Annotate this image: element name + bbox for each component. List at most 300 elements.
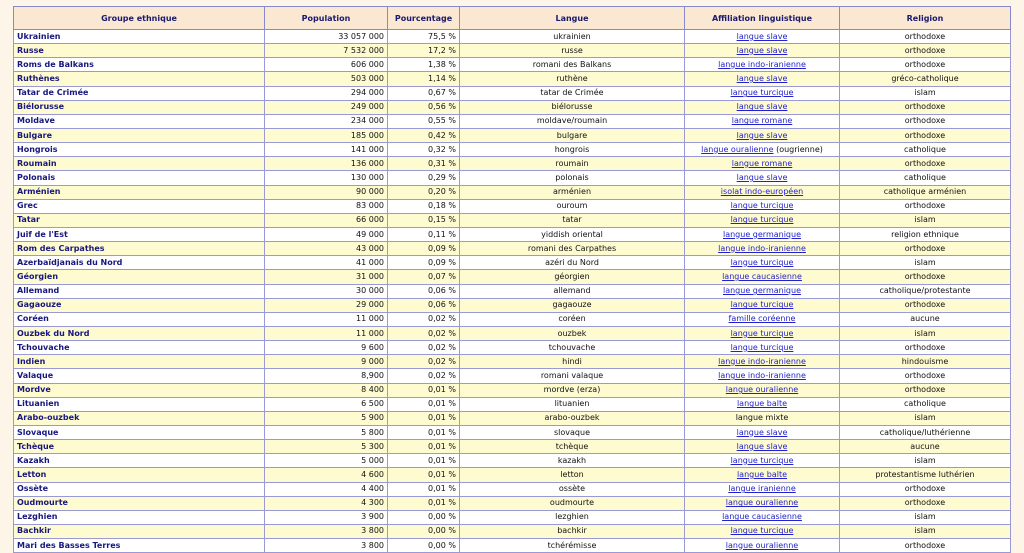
table-row <box>14 213 1011 227</box>
population-cell: 3 800 <box>265 524 388 538</box>
language-cell: romani des Carpathes <box>460 242 685 256</box>
page-container <box>13 6 1011 553</box>
table-row <box>14 227 1011 241</box>
affiliation-link[interactable]: langue slave <box>736 441 788 451</box>
population-cell: 8 400 <box>265 383 388 397</box>
affiliation-cell <box>685 468 840 482</box>
group-cell: Hongrois <box>14 143 265 157</box>
population-cell: 29 000 <box>265 298 388 312</box>
group-cell: Arménien <box>14 185 265 199</box>
language-cell: russe <box>460 44 685 58</box>
language-cell: slovaque <box>460 425 685 439</box>
group-cell: Letton <box>14 468 265 482</box>
language-cell: arménien <box>460 185 685 199</box>
population-cell: 31 000 <box>265 270 388 284</box>
table-header <box>14 7 1011 30</box>
affiliation-link[interactable]: langue slave <box>736 172 788 182</box>
population-cell: 90 000 <box>265 185 388 199</box>
percent-cell: 0,00 % <box>388 510 460 524</box>
table-row <box>14 524 1011 538</box>
religion-cell: orthodoxe <box>840 157 1011 171</box>
affiliation-link[interactable]: langue balte <box>736 469 788 479</box>
percent-cell: 0,02 % <box>388 341 460 355</box>
group-cell: Tatar <box>14 213 265 227</box>
population-cell: 3 900 <box>265 510 388 524</box>
population-cell: 8,900 <box>265 369 388 383</box>
affiliation-link[interactable]: langue indo-iranienne <box>718 356 806 366</box>
religion-cell: hindouisme <box>840 355 1011 369</box>
percent-cell: 0,06 % <box>388 298 460 312</box>
affiliation-cell <box>685 284 840 298</box>
language-cell: romani des Balkans <box>460 58 685 72</box>
language-cell: arabo-ouzbek <box>460 411 685 425</box>
group-cell: Arabo-ouzbek <box>14 411 265 425</box>
affiliation-link[interactable]: langue turcique <box>730 257 794 267</box>
header-percent: Pourcentage <box>388 7 460 30</box>
affiliation-cell <box>685 411 840 425</box>
population-cell: 4 600 <box>265 468 388 482</box>
religion-cell: catholique <box>840 397 1011 411</box>
language-cell: roumain <box>460 157 685 171</box>
affiliation-link[interactable]: langue germanique <box>722 229 801 239</box>
religion-cell: religion ethnique <box>840 227 1011 241</box>
religion-cell: islam <box>840 213 1011 227</box>
language-cell: tatar de Crimée <box>460 86 685 100</box>
language-cell: coréen <box>460 312 685 326</box>
group-cell: Coréen <box>14 312 265 326</box>
table-row <box>14 411 1011 425</box>
percent-cell: 0,18 % <box>388 199 460 213</box>
language-cell: ukrainien <box>460 30 685 44</box>
affiliation-note: (ougrienne) <box>773 144 823 154</box>
percent-cell: 0,20 % <box>388 185 460 199</box>
header-language: Langue <box>460 7 685 30</box>
religion-cell: orthodoxe <box>840 58 1011 72</box>
percent-cell: 75,5 % <box>388 30 460 44</box>
percent-cell: 0,02 % <box>388 355 460 369</box>
religion-cell: catholique/luthérienne <box>840 425 1011 439</box>
population-cell: 11 000 <box>265 312 388 326</box>
population-cell: 4 300 <box>265 496 388 510</box>
percent-cell: 1,14 % <box>388 72 460 86</box>
population-cell: 9 000 <box>265 355 388 369</box>
header-population: Population <box>265 7 388 30</box>
table-row <box>14 510 1011 524</box>
table-row <box>14 128 1011 142</box>
affiliation-cell <box>685 383 840 397</box>
language-cell: ouroum <box>460 199 685 213</box>
table-row <box>14 157 1011 171</box>
affiliation-link[interactable]: langue slave <box>736 45 788 55</box>
group-cell: Valaque <box>14 369 265 383</box>
affiliation-cell <box>685 128 840 142</box>
percent-cell: 0,02 % <box>388 312 460 326</box>
population-cell: 30 000 <box>265 284 388 298</box>
population-cell: 33 057 000 <box>265 30 388 44</box>
table-row <box>14 482 1011 496</box>
religion-cell: orthodoxe <box>840 341 1011 355</box>
percent-cell: 0,01 % <box>388 397 460 411</box>
language-cell: tchèque <box>460 440 685 454</box>
group-cell: Géorgien <box>14 270 265 284</box>
population-cell: 11 000 <box>265 326 388 340</box>
affiliation-link[interactable]: langue turcique <box>730 300 794 310</box>
group-cell: Mari des Basses Terres <box>14 539 265 553</box>
religion-cell: orthodoxe <box>840 114 1011 128</box>
language-cell: azéri du Nord <box>460 256 685 270</box>
affiliation-cell <box>685 227 840 241</box>
percent-cell: 0,01 % <box>388 383 460 397</box>
language-cell: ruthène <box>460 72 685 86</box>
affiliation-link[interactable]: langue indo-iranienne <box>718 243 806 253</box>
language-cell: tchouvache <box>460 341 685 355</box>
affiliation-cell <box>685 312 840 326</box>
religion-cell: orthodoxe <box>840 30 1011 44</box>
language-cell: romani valaque <box>460 369 685 383</box>
population-cell: 7 532 000 <box>265 44 388 58</box>
group-cell: Moldave <box>14 114 265 128</box>
religion-cell: islam <box>840 411 1011 425</box>
group-cell: Roms de Balkans <box>14 58 265 72</box>
religion-cell: orthodoxe <box>840 44 1011 58</box>
affiliation-link[interactable]: langue turcique <box>730 526 794 536</box>
percent-cell: 0,02 % <box>388 326 460 340</box>
group-cell: Rom des Carpathes <box>14 242 265 256</box>
percent-cell: 0,01 % <box>388 482 460 496</box>
population-cell: 141 000 <box>265 143 388 157</box>
affiliation-cell <box>685 72 840 86</box>
percent-cell: 0,07 % <box>388 270 460 284</box>
affiliation-link[interactable]: langue romane <box>731 116 793 126</box>
group-cell: Polonais <box>14 171 265 185</box>
religion-cell: islam <box>840 86 1011 100</box>
affiliation-link[interactable]: langue indo-iranienne <box>718 370 806 380</box>
percent-cell: 0,00 % <box>388 524 460 538</box>
table-row <box>14 496 1011 510</box>
affiliation-cell <box>685 440 840 454</box>
table-row <box>14 312 1011 326</box>
table-row <box>14 425 1011 439</box>
percent-cell: 0,01 % <box>388 411 460 425</box>
affiliation-cell <box>685 524 840 538</box>
affiliation-cell <box>685 100 840 114</box>
affiliation-cell <box>685 425 840 439</box>
language-cell: lezghien <box>460 510 685 524</box>
religion-cell: catholique <box>840 171 1011 185</box>
affiliation-cell <box>685 341 840 355</box>
language-cell: moldave/roumain <box>460 114 685 128</box>
language-cell: hindi <box>460 355 685 369</box>
group-cell: Allemand <box>14 284 265 298</box>
group-cell: Lezghien <box>14 510 265 524</box>
table-row <box>14 440 1011 454</box>
religion-cell: aucune <box>840 440 1011 454</box>
population-cell: 249 000 <box>265 100 388 114</box>
group-cell: Bachkir <box>14 524 265 538</box>
affiliation-link[interactable]: langue turcique <box>730 201 794 211</box>
group-cell: Ruthènes <box>14 72 265 86</box>
affiliation-cell <box>685 114 840 128</box>
language-cell: bulgare <box>460 128 685 142</box>
religion-cell: orthodoxe <box>840 496 1011 510</box>
religion-cell: orthodoxe <box>840 242 1011 256</box>
affiliation-cell <box>685 185 840 199</box>
table-row <box>14 72 1011 86</box>
percent-cell: 0,09 % <box>388 242 460 256</box>
group-cell: Tchouvache <box>14 341 265 355</box>
affiliation-cell <box>685 30 840 44</box>
religion-cell: protestantisme luthérien <box>840 468 1011 482</box>
header-religion: Religion <box>840 7 1011 30</box>
percent-cell: 0,01 % <box>388 425 460 439</box>
population-cell: 5 900 <box>265 411 388 425</box>
language-cell: oudmourte <box>460 496 685 510</box>
table-row <box>14 199 1011 213</box>
population-cell: 9 600 <box>265 341 388 355</box>
affiliation-link[interactable]: langue balte <box>736 399 788 409</box>
population-cell: 294 000 <box>265 86 388 100</box>
table-row <box>14 58 1011 72</box>
percent-cell: 0,42 % <box>388 128 460 142</box>
religion-cell: islam <box>840 524 1011 538</box>
religion-cell: islam <box>840 256 1011 270</box>
affiliation-cell <box>685 171 840 185</box>
language-cell: lituanien <box>460 397 685 411</box>
population-cell: 3 800 <box>265 539 388 553</box>
affiliation-cell <box>685 326 840 340</box>
population-cell: 49 000 <box>265 227 388 241</box>
table-row <box>14 114 1011 128</box>
religion-cell: islam <box>840 454 1011 468</box>
affiliation-link[interactable]: langue slave <box>736 130 788 140</box>
percent-cell: 0,01 % <box>388 496 460 510</box>
table-row <box>14 242 1011 256</box>
population-cell: 136 000 <box>265 157 388 171</box>
population-cell: 234 000 <box>265 114 388 128</box>
header-row <box>14 7 1011 30</box>
affiliation-link[interactable]: langue caucasienne <box>722 512 802 522</box>
population-cell: 43 000 <box>265 242 388 256</box>
group-cell: Biélorusse <box>14 100 265 114</box>
language-cell: tchérémisse <box>460 539 685 553</box>
table-row <box>14 369 1011 383</box>
group-cell: Grec <box>14 199 265 213</box>
language-cell: yiddish oriental <box>460 227 685 241</box>
table-row <box>14 383 1011 397</box>
affiliation-link[interactable]: langue ouralienne <box>725 498 799 508</box>
affiliation-link[interactable]: langue turcique <box>730 215 794 225</box>
affiliation-link[interactable]: langue ouralienne <box>725 540 799 550</box>
group-cell: Tchèque <box>14 440 265 454</box>
percent-cell: 0,00 % <box>388 539 460 553</box>
population-cell: 503 000 <box>265 72 388 86</box>
group-cell: Roumain <box>14 157 265 171</box>
table-row <box>14 326 1011 340</box>
affiliation-cell <box>685 355 840 369</box>
affiliation-cell <box>685 482 840 496</box>
religion-cell: orthodoxe <box>840 539 1011 553</box>
affiliation-cell <box>685 199 840 213</box>
language-cell: tatar <box>460 213 685 227</box>
table-row <box>14 341 1011 355</box>
table-row <box>14 270 1011 284</box>
religion-cell: catholique/protestante <box>840 284 1011 298</box>
table-row <box>14 143 1011 157</box>
religion-cell: islam <box>840 326 1011 340</box>
percent-cell: 0,15 % <box>388 213 460 227</box>
table-row <box>14 86 1011 100</box>
affiliation-cell <box>685 454 840 468</box>
affiliation-link[interactable]: langue iranienne <box>728 484 796 494</box>
affiliation-cell <box>685 369 840 383</box>
table-row <box>14 284 1011 298</box>
language-cell: mordve (erza) <box>460 383 685 397</box>
religion-cell: orthodoxe <box>840 298 1011 312</box>
percent-cell: 0,56 % <box>388 100 460 114</box>
language-cell: bachkir <box>460 524 685 538</box>
percent-cell: 0,55 % <box>388 114 460 128</box>
table-row <box>14 397 1011 411</box>
percent-cell: 1,38 % <box>388 58 460 72</box>
affiliation-link[interactable]: langue slave <box>736 102 788 112</box>
affiliation-cell <box>685 256 840 270</box>
affiliation-cell <box>685 510 840 524</box>
affiliation-link[interactable]: langue ouralienne <box>701 144 774 154</box>
affiliation-cell <box>685 213 840 227</box>
group-cell: Bulgare <box>14 128 265 142</box>
affiliation-cell <box>685 397 840 411</box>
affiliation-cell <box>685 44 840 58</box>
ethnic-groups-table <box>13 6 1011 553</box>
header-affiliation: Affiliation linguistique <box>685 7 840 30</box>
affiliation-cell <box>685 496 840 510</box>
affiliation-cell <box>685 298 840 312</box>
affiliation-link[interactable]: langue turcique <box>730 455 794 465</box>
religion-cell: catholique arménien <box>840 185 1011 199</box>
affiliation-text: langue mixte <box>735 413 789 423</box>
affiliation-link[interactable]: langue slave <box>736 73 788 83</box>
population-cell: 606 000 <box>265 58 388 72</box>
language-cell: biélorusse <box>460 100 685 114</box>
table-row <box>14 185 1011 199</box>
affiliation-link[interactable]: langue turcique <box>730 88 794 98</box>
percent-cell: 0,11 % <box>388 227 460 241</box>
affiliation-cell <box>685 143 840 157</box>
affiliation-link[interactable]: langue turcique <box>730 328 794 338</box>
table-row <box>14 298 1011 312</box>
percent-cell: 0,02 % <box>388 369 460 383</box>
religion-cell: aucune <box>840 312 1011 326</box>
religion-cell: catholique <box>840 143 1011 157</box>
language-cell: allemand <box>460 284 685 298</box>
group-cell: Slovaque <box>14 425 265 439</box>
percent-cell: 0,01 % <box>388 454 460 468</box>
population-cell: 41 000 <box>265 256 388 270</box>
table-row <box>14 44 1011 58</box>
language-cell: polonais <box>460 171 685 185</box>
population-cell: 83 000 <box>265 199 388 213</box>
affiliation-cell <box>685 270 840 284</box>
religion-cell: orthodoxe <box>840 383 1011 397</box>
table-row <box>14 100 1011 114</box>
language-cell: gagaouze <box>460 298 685 312</box>
group-cell: Lituanien <box>14 397 265 411</box>
affiliation-cell <box>685 86 840 100</box>
language-cell: kazakh <box>460 454 685 468</box>
table-body <box>14 30 1011 553</box>
language-cell: hongrois <box>460 143 685 157</box>
percent-cell: 0,67 % <box>388 86 460 100</box>
population-cell: 5 300 <box>265 440 388 454</box>
percent-cell: 17,2 % <box>388 44 460 58</box>
affiliation-link[interactable]: famille coréenne <box>728 314 796 324</box>
group-cell: Juif de l'Est <box>14 227 265 241</box>
affiliation-link[interactable]: langue indo-iranienne <box>718 59 806 69</box>
percent-cell: 0,06 % <box>388 284 460 298</box>
religion-cell: orthodoxe <box>840 369 1011 383</box>
affiliation-cell <box>685 157 840 171</box>
affiliation-link[interactable]: langue ouralienne <box>725 385 799 395</box>
affiliation-link[interactable]: langue slave <box>736 427 788 437</box>
percent-cell: 0,31 % <box>388 157 460 171</box>
table-row <box>14 256 1011 270</box>
language-cell: letton <box>460 468 685 482</box>
header-group: Groupe ethnique <box>14 7 265 30</box>
group-cell: Indien <box>14 355 265 369</box>
religion-cell: gréco-catholique <box>840 72 1011 86</box>
religion-cell: orthodoxe <box>840 482 1011 496</box>
religion-cell: orthodoxe <box>840 270 1011 284</box>
affiliation-cell <box>685 58 840 72</box>
population-cell: 66 000 <box>265 213 388 227</box>
table-row <box>14 468 1011 482</box>
percent-cell: 0,01 % <box>388 440 460 454</box>
population-cell: 4 400 <box>265 482 388 496</box>
percent-cell: 0,09 % <box>388 256 460 270</box>
population-cell: 185 000 <box>265 128 388 142</box>
percent-cell: 0,29 % <box>388 171 460 185</box>
population-cell: 130 000 <box>265 171 388 185</box>
group-cell: Ossète <box>14 482 265 496</box>
affiliation-cell <box>685 242 840 256</box>
group-cell: Russe <box>14 44 265 58</box>
group-cell: Gagaouze <box>14 298 265 312</box>
group-cell: Ukrainien <box>14 30 265 44</box>
group-cell: Kazakh <box>14 454 265 468</box>
table-row <box>14 30 1011 44</box>
group-cell: Azerbaïdjanais du Nord <box>14 256 265 270</box>
affiliation-link[interactable]: langue romane <box>731 158 793 168</box>
affiliation-link[interactable]: langue turcique <box>730 342 794 352</box>
population-cell: 5 000 <box>265 454 388 468</box>
language-cell: ossète <box>460 482 685 496</box>
percent-cell: 0,32 % <box>388 143 460 157</box>
religion-cell: orthodoxe <box>840 128 1011 142</box>
religion-cell: orthodoxe <box>840 100 1011 114</box>
table-row <box>14 171 1011 185</box>
affiliation-link[interactable]: langue germanique <box>722 286 801 296</box>
religion-cell: islam <box>840 510 1011 524</box>
group-cell: Tatar de Crimée <box>14 86 265 100</box>
affiliation-link[interactable]: isolat indo-européen <box>720 187 804 197</box>
affiliation-link[interactable]: langue caucasienne <box>722 271 802 281</box>
percent-cell: 0,01 % <box>388 468 460 482</box>
table-row <box>14 454 1011 468</box>
affiliation-link[interactable]: langue slave <box>736 31 788 41</box>
group-cell: Oudmourte <box>14 496 265 510</box>
population-cell: 5 800 <box>265 425 388 439</box>
population-cell: 6 500 <box>265 397 388 411</box>
